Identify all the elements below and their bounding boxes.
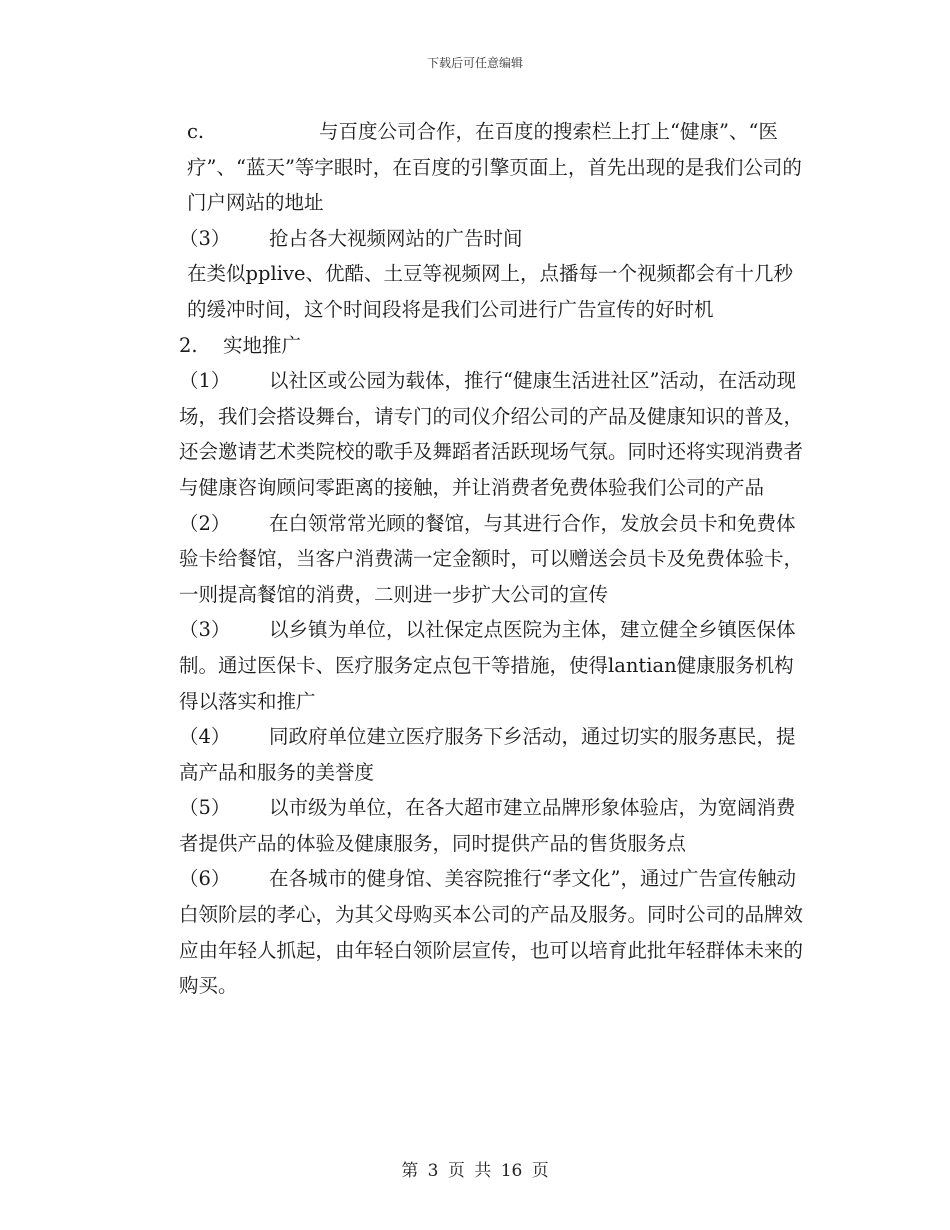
list-marker: 2. (179, 333, 198, 357)
paragraph-text: 以市级为单位，在各大超市建立品牌形象体验店，为宽阔消费者提供产品的体验及健康服务，同时提供产品的售货服务点 (179, 796, 796, 855)
paragraph-text: 同政府单位建立医疗服务下乡活动，通过切实的服务惠民，提高产品和服务的美誉度 (179, 725, 796, 784)
paragraph-text: 以社区或公园为载体，推行“健康生活进社区”活动，在活动现场，我们会搭设舞台，请专门的司仪介绍公司的产品及健康知识的普及，还会邀请艺术类院校的歌手及舞蹈者活跃现场气氛。同时还将实现消费者与健康咨询顾问零距离的接触，并让消费者免费体验我们公司的产品 (179, 369, 804, 499)
paragraph-2-field (143, 328, 803, 364)
paragraph-text: 抢占各大视频网站的广告时间 (269, 226, 523, 250)
list-marker: （3） (179, 618, 231, 642)
paragraph-5-city (143, 790, 803, 861)
list-marker: （2） (179, 511, 231, 535)
paragraph-text: 在各城市的健身馆、美容院推行“孝文化”，通过广告宣传触动白领阶层的孝心，为其父母购买本公司的产品及服务。同时公司的品牌效应由年轻人抓起，由年轻白领阶层宣传，也可以培育此批年轻群体未来的购买。 (179, 867, 804, 998)
paragraph-video-detail (143, 256, 803, 327)
paragraph-c (143, 114, 803, 221)
list-marker: c. (187, 120, 205, 143)
list-marker: （5） (179, 796, 231, 820)
paragraph-text: 在类似pplive、优酷、土豆等视频网上，点播每一个视频都会有十几秒的缓冲时间，这个时间段将是我们公司进行广告宣传的好时机 (187, 262, 793, 321)
page-footer: 第 3 页 共 16 页 (401, 1161, 549, 1181)
list-marker: （3） (179, 226, 231, 250)
paragraph-6-culture (143, 861, 803, 1003)
list-marker: （1） (179, 369, 231, 393)
page-header: 下载后可任意编辑 (426, 56, 523, 70)
paragraph-4-government (143, 719, 803, 790)
paragraph-3-video (143, 221, 803, 257)
list-marker: （4） (179, 725, 231, 749)
paragraph-3-township (143, 612, 803, 719)
paragraph-text: 在白领常常光顾的餐馆，与其进行合作，发放会员卡和免费体验卡给餐馆，当客户消费满一定金额时，可以赠送会员卡及免费体验卡，一则提高餐馆的消费，二则进一步扩大公司的宣传 (179, 511, 804, 606)
list-marker: （6） (179, 867, 231, 891)
paragraph-text: 以乡镇为单位，以社保定点医院为主体，建立健全乡镇医保体制。通过医保卡、医疗服务定点包干等措施，使得lantian健康服务机构得以落实和推广 (179, 618, 796, 713)
paragraph-1-community (143, 363, 803, 505)
paragraph-text: 与百度公司合作，在百度的搜索栏上打上“健康”、“医疗”、“蓝天”等字眼时，在百度的引擎页面上，首先出现的是我们公司的门户网站的地址 (187, 120, 802, 215)
document-body (143, 114, 803, 1004)
paragraph-2-restaurant (143, 506, 803, 613)
paragraph-text: 实地推广 (223, 333, 302, 357)
